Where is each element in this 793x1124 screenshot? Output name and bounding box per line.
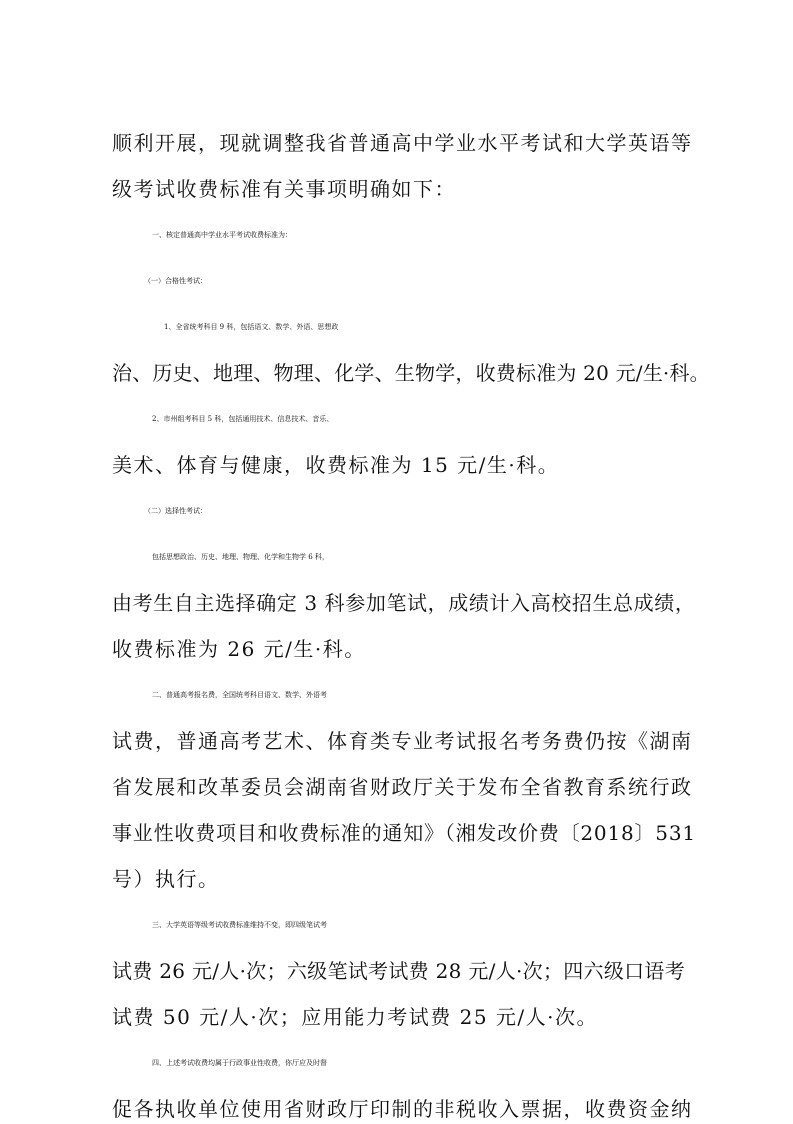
text-line: 促各执收单位使用省财政厅印制的非税收入票据，收费资金纳 <box>112 1097 693 1121</box>
text-line: 由考生自主选择确定 3 科参加笔试，成绩计入高校招生总成绩， <box>112 591 696 615</box>
text-line: 包括思想政治、历史、地理、物理、化学和生物学 6 科， <box>152 553 329 561</box>
text-line: 事业性收费项目和收费标准的通知》（湘发改价费〔2018〕531 <box>112 821 696 845</box>
text-line: 美术、体育与健康，收费标准为 15 元/生·科。 <box>112 453 560 477</box>
text-line: 收费标准为 26 元/生·科。 <box>112 637 366 661</box>
text-line: 1、全省统考科目 9 科，包括语文、数学、外语、思想政 <box>164 323 339 331</box>
subsection-heading: （二）选择性考试： <box>144 507 207 515</box>
section-heading: 二、普通高考报名费，全国统考科目语文、数学、外语考 <box>152 691 327 699</box>
section-heading: 四、上述考试收费均属于行政事业性收费，你厅应及时督 <box>152 1059 327 1067</box>
text-line: 顺利开展，现就调整我省普通高中学业水平考试和大学英语等 <box>112 131 693 155</box>
text-line: 试费 50 元/人·次；应用能力考试费 25 元/人·次。 <box>112 1005 599 1029</box>
text-line: 治、历史、地理、物理、化学、生物学，收费标准为 20 元/生·科。 <box>112 361 710 385</box>
section-heading: 三、大学英语等级考试收费标准维持不变，即四级笔试考 <box>152 921 327 929</box>
section-heading: 一、核定普通高中学业水平考试收费标准为： <box>152 231 292 239</box>
text-line: 2、市州组考科目 5 科，包括通用技术、信息技术、音乐、 <box>152 415 334 423</box>
subsection-heading: （一）合格性考试： <box>144 277 207 285</box>
text-line: 号）执行。 <box>112 867 220 891</box>
text-line: 级考试收费标准有关事项明确如下： <box>112 177 456 201</box>
text-line: 试费 26 元/人·次；六级笔试考试费 28 元/人·次；四六级口语考 <box>112 959 686 983</box>
text-line: 省发展和改革委员会湖南省财政厅关于发布全省教育系统行政 <box>112 775 693 799</box>
text-line: 试费，普通高考艺术、体育类专业考试报名考务费仍按《湖南 <box>112 729 693 753</box>
